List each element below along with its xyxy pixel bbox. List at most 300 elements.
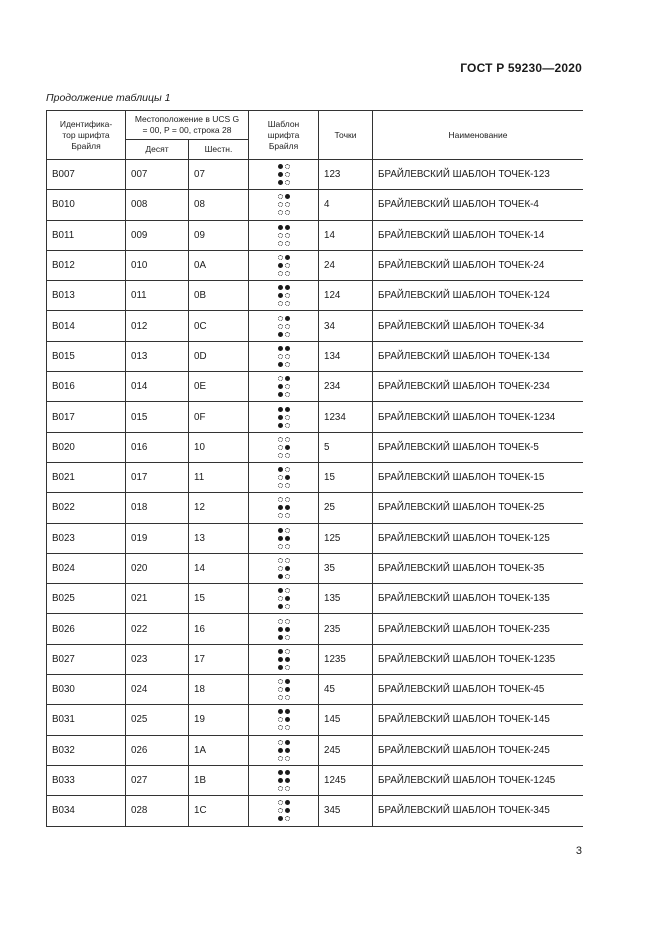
cell-name: БРАЙЛЕВСКИЙ ШАБЛОН ТОЧЕК-34 <box>373 311 583 341</box>
cell-pattern <box>249 372 319 402</box>
cell-name: БРАЙЛЕВСКИЙ ШАБЛОН ТОЧЕК-24 <box>373 250 583 280</box>
cell-dots: 123 <box>319 160 373 190</box>
cell-hex: 0C <box>189 311 249 341</box>
braille-dot-4 <box>285 194 290 199</box>
cell-name: БРАЙЛЕВСКИЙ ШАБЛОН ТОЧЕК-15 <box>373 462 583 492</box>
header-pattern: Шаблон шрифта Брайля <box>249 111 319 160</box>
braille-dot-5 <box>285 324 290 329</box>
cell-hex: 0F <box>189 402 249 432</box>
braille-dot-1 <box>278 467 283 472</box>
braille-dot-5 <box>285 354 290 359</box>
braille-dot-5 <box>285 657 290 662</box>
braille-dot-3 <box>278 574 283 579</box>
braille-dot-5 <box>285 384 290 389</box>
table-row <box>47 281 584 311</box>
page-number: 3 <box>575 845 582 857</box>
cell-pattern <box>249 493 319 523</box>
braille-cell-icon <box>278 285 290 306</box>
cell-pattern <box>249 341 319 371</box>
cell-dots: 234 <box>319 372 373 402</box>
braille-dot-3 <box>278 453 283 458</box>
braille-dot-5 <box>285 808 290 813</box>
cell-decimal: 013 <box>126 341 189 371</box>
cell-hex: 11 <box>189 462 249 492</box>
table-row <box>47 372 584 402</box>
braille-dot-2 <box>278 354 283 359</box>
cell-id: B033 <box>47 765 126 795</box>
braille-cell-icon <box>278 346 290 367</box>
braille-dot-4 <box>285 316 290 321</box>
cell-hex: 1B <box>189 765 249 795</box>
cell-hex: 17 <box>189 644 249 674</box>
table-row <box>47 432 584 462</box>
braille-dot-4 <box>285 770 290 775</box>
table-row <box>47 493 584 523</box>
braille-cell-icon <box>278 740 290 761</box>
braille-dot-1 <box>278 437 283 442</box>
cell-pattern <box>249 523 319 553</box>
braille-dot-1 <box>278 800 283 805</box>
braille-dot-1 <box>278 588 283 593</box>
cell-dots: 35 <box>319 553 373 583</box>
braille-dot-3 <box>278 786 283 791</box>
cell-pattern <box>249 160 319 190</box>
table-row <box>47 462 584 492</box>
cell-hex: 1C <box>189 796 249 826</box>
braille-cell-icon <box>278 467 290 488</box>
braille-cell-icon <box>278 437 290 458</box>
braille-dot-3 <box>278 392 283 397</box>
braille-dot-6 <box>285 816 290 821</box>
braille-dot-4 <box>285 619 290 624</box>
cell-dots: 1235 <box>319 644 373 674</box>
braille-dot-3 <box>278 271 283 276</box>
braille-dot-1 <box>278 709 283 714</box>
header-decimal: Десят <box>126 140 189 160</box>
cell-id: B034 <box>47 796 126 826</box>
cell-pattern <box>249 462 319 492</box>
cell-hex: 10 <box>189 432 249 462</box>
cell-dots: 125 <box>319 523 373 553</box>
cell-hex: 19 <box>189 705 249 735</box>
cell-name: БРАЙЛЕВСКИЙ ШАБЛОН ТОЧЕК-1234 <box>373 402 583 432</box>
braille-dot-6 <box>285 695 290 700</box>
cell-dots: 24 <box>319 250 373 280</box>
braille-cell-icon <box>278 164 290 185</box>
braille-dot-1 <box>278 346 283 351</box>
cell-id: B012 <box>47 250 126 280</box>
braille-dot-2 <box>278 687 283 692</box>
braille-dot-3 <box>278 210 283 215</box>
cell-id: B025 <box>47 584 126 614</box>
braille-dot-2 <box>278 384 283 389</box>
cell-decimal: 007 <box>126 160 189 190</box>
braille-dot-2 <box>278 172 283 177</box>
header-name: Наименование <box>373 111 583 160</box>
braille-table-container <box>46 110 583 838</box>
cell-decimal: 027 <box>126 765 189 795</box>
cell-dots: 145 <box>319 705 373 735</box>
braille-dot-2 <box>278 324 283 329</box>
braille-cell-icon <box>278 194 290 215</box>
table-row <box>47 796 584 826</box>
cell-dots: 135 <box>319 584 373 614</box>
table-row <box>47 675 584 705</box>
braille-dot-1 <box>278 770 283 775</box>
cell-dots: 14 <box>319 220 373 250</box>
braille-dot-2 <box>278 657 283 662</box>
cell-pattern <box>249 281 319 311</box>
cell-name: БРАЙЛЕВСКИЙ ШАБЛОН ТОЧЕК-5 <box>373 432 583 462</box>
braille-dot-5 <box>285 293 290 298</box>
table-row <box>47 402 584 432</box>
cell-name: БРАЙЛЕВСКИЙ ШАБЛОН ТОЧЕК-1235 <box>373 644 583 674</box>
cell-hex: 14 <box>189 553 249 583</box>
braille-dot-2 <box>278 596 283 601</box>
cell-dots: 245 <box>319 735 373 765</box>
braille-dot-5 <box>285 627 290 632</box>
cell-name: БРАЙЛЕВСКИЙ ШАБЛОН ТОЧЕК-14 <box>373 220 583 250</box>
braille-dot-4 <box>285 709 290 714</box>
cell-pattern <box>249 190 319 220</box>
cell-pattern <box>249 220 319 250</box>
cell-pattern <box>249 311 319 341</box>
braille-dot-5 <box>285 717 290 722</box>
table-row <box>47 765 584 795</box>
cell-hex: 0A <box>189 250 249 280</box>
cell-decimal: 019 <box>126 523 189 553</box>
braille-dot-6 <box>285 604 290 609</box>
standard-code: ГОСТ Р 59230—2020 <box>460 61 582 75</box>
braille-dot-1 <box>278 194 283 199</box>
braille-dot-1 <box>278 376 283 381</box>
cell-decimal: 026 <box>126 735 189 765</box>
table-row <box>47 190 584 220</box>
braille-dot-6 <box>285 180 290 185</box>
braille-cell-icon <box>278 528 290 549</box>
cell-id: B011 <box>47 220 126 250</box>
table-row <box>47 614 584 644</box>
braille-dot-4 <box>285 437 290 442</box>
braille-dot-6 <box>285 423 290 428</box>
cell-name: БРАЙЛЕВСКИЙ ШАБЛОН ТОЧЕК-235 <box>373 614 583 644</box>
cell-pattern <box>249 584 319 614</box>
cell-name: БРАЙЛЕВСКИЙ ШАБЛОН ТОЧЕК-345 <box>373 796 583 826</box>
table-row <box>47 553 584 583</box>
braille-dot-2 <box>278 415 283 420</box>
braille-dot-4 <box>285 467 290 472</box>
cell-dots: 235 <box>319 614 373 644</box>
braille-dot-2 <box>278 475 283 480</box>
cell-hex: 16 <box>189 614 249 644</box>
braille-dot-3 <box>278 544 283 549</box>
cell-decimal: 008 <box>126 190 189 220</box>
braille-dot-2 <box>278 748 283 753</box>
braille-dot-6 <box>285 786 290 791</box>
braille-cell-icon <box>278 376 290 397</box>
braille-dot-3 <box>278 362 283 367</box>
cell-dots: 15 <box>319 462 373 492</box>
braille-dot-3 <box>278 665 283 670</box>
braille-dot-5 <box>285 596 290 601</box>
table-row <box>47 735 584 765</box>
braille-dot-2 <box>278 445 283 450</box>
cell-decimal: 014 <box>126 372 189 402</box>
braille-dot-1 <box>278 164 283 169</box>
braille-cell-icon <box>278 558 290 579</box>
cell-pattern <box>249 675 319 705</box>
braille-dot-1 <box>278 285 283 290</box>
braille-cell-icon <box>278 255 290 276</box>
braille-cell-icon <box>278 497 290 518</box>
cell-name: БРАЙЛЕВСКИЙ ШАБЛОН ТОЧЕК-134 <box>373 341 583 371</box>
braille-dot-2 <box>278 233 283 238</box>
cell-hex: 09 <box>189 220 249 250</box>
cell-dots: 345 <box>319 796 373 826</box>
braille-dot-5 <box>285 505 290 510</box>
braille-dot-1 <box>278 740 283 745</box>
table-row <box>47 341 584 371</box>
cell-name: БРАЙЛЕВСКИЙ ШАБЛОН ТОЧЕК-4 <box>373 190 583 220</box>
braille-dot-5 <box>285 263 290 268</box>
table-row <box>47 523 584 553</box>
braille-dot-1 <box>278 649 283 654</box>
braille-dot-6 <box>285 362 290 367</box>
cell-id: B021 <box>47 462 126 492</box>
braille-dot-6 <box>285 210 290 215</box>
cell-name: БРАЙЛЕВСКИЙ ШАБЛОН ТОЧЕК-125 <box>373 523 583 553</box>
braille-dot-6 <box>285 392 290 397</box>
cell-pattern <box>249 796 319 826</box>
braille-dot-4 <box>285 649 290 654</box>
braille-dot-2 <box>278 778 283 783</box>
cell-dots: 5 <box>319 432 373 462</box>
braille-dot-1 <box>278 255 283 260</box>
braille-dot-6 <box>285 453 290 458</box>
table-row <box>47 644 584 674</box>
braille-dot-3 <box>278 483 283 488</box>
braille-dot-4 <box>285 679 290 684</box>
braille-dot-5 <box>285 566 290 571</box>
braille-dot-4 <box>285 497 290 502</box>
table-row <box>47 584 584 614</box>
cell-decimal: 011 <box>126 281 189 311</box>
table-row <box>47 705 584 735</box>
braille-dot-6 <box>285 574 290 579</box>
cell-hex: 08 <box>189 190 249 220</box>
cell-name: БРАЙЛЕВСКИЙ ШАБЛОН ТОЧЕК-25 <box>373 493 583 523</box>
braille-dot-6 <box>285 271 290 276</box>
table-body <box>47 160 584 827</box>
cell-id: B031 <box>47 705 126 735</box>
braille-dot-4 <box>285 558 290 563</box>
braille-dot-2 <box>278 293 283 298</box>
braille-cell-icon <box>278 619 290 640</box>
braille-dot-2 <box>278 505 283 510</box>
header-location: Местоположение в UCS G = 00, P = 00, строка 28 <box>126 111 249 140</box>
braille-dot-3 <box>278 695 283 700</box>
braille-dot-2 <box>278 566 283 571</box>
cell-hex: 13 <box>189 523 249 553</box>
cell-hex: 07 <box>189 160 249 190</box>
cell-name: БРАЙЛЕВСКИЙ ШАБЛОН ТОЧЕК-45 <box>373 675 583 705</box>
braille-cell-icon <box>278 316 290 337</box>
cell-hex: 0B <box>189 281 249 311</box>
cell-id: B016 <box>47 372 126 402</box>
cell-name: БРАЙЛЕВСКИЙ ШАБЛОН ТОЧЕК-245 <box>373 735 583 765</box>
braille-dot-2 <box>278 808 283 813</box>
cell-id: B030 <box>47 675 126 705</box>
cell-dots: 4 <box>319 190 373 220</box>
cell-name: БРАЙЛЕВСКИЙ ШАБЛОН ТОЧЕК-145 <box>373 705 583 735</box>
cell-name: БРАЙЛЕВСКИЙ ШАБЛОН ТОЧЕК-234 <box>373 372 583 402</box>
cell-id: B026 <box>47 614 126 644</box>
braille-cell-icon <box>278 588 290 609</box>
cell-decimal: 016 <box>126 432 189 462</box>
braille-dot-2 <box>278 627 283 632</box>
braille-cell-icon <box>278 225 290 246</box>
braille-dot-3 <box>278 423 283 428</box>
table-row <box>47 160 584 190</box>
cell-hex: 0D <box>189 341 249 371</box>
cell-pattern <box>249 553 319 583</box>
braille-dot-3 <box>278 604 283 609</box>
braille-dot-1 <box>278 316 283 321</box>
braille-dot-6 <box>285 483 290 488</box>
header-dots: Точки <box>319 111 373 160</box>
braille-dot-5 <box>285 748 290 753</box>
braille-dot-3 <box>278 180 283 185</box>
cell-dots: 1234 <box>319 402 373 432</box>
cell-pattern <box>249 402 319 432</box>
cell-hex: 18 <box>189 675 249 705</box>
braille-dot-2 <box>278 263 283 268</box>
cell-hex: 0E <box>189 372 249 402</box>
braille-dot-5 <box>285 172 290 177</box>
cell-dots: 134 <box>319 341 373 371</box>
cell-hex: 1A <box>189 735 249 765</box>
cell-decimal: 020 <box>126 553 189 583</box>
cell-id: B015 <box>47 341 126 371</box>
cell-pattern <box>249 735 319 765</box>
cell-pattern <box>249 705 319 735</box>
braille-dot-1 <box>278 528 283 533</box>
braille-dot-4 <box>285 800 290 805</box>
braille-dot-6 <box>285 241 290 246</box>
braille-dot-5 <box>285 202 290 207</box>
braille-dot-6 <box>285 301 290 306</box>
cell-decimal: 012 <box>126 311 189 341</box>
cell-name: БРАЙЛЕВСКИЙ ШАБЛОН ТОЧЕК-135 <box>373 584 583 614</box>
table-row <box>47 311 584 341</box>
braille-dot-1 <box>278 558 283 563</box>
cell-decimal: 022 <box>126 614 189 644</box>
cell-decimal: 017 <box>126 462 189 492</box>
braille-cell-icon <box>278 407 290 428</box>
braille-dot-4 <box>285 588 290 593</box>
cell-dots: 1245 <box>319 765 373 795</box>
braille-cell-icon <box>278 800 290 821</box>
braille-dot-6 <box>285 725 290 730</box>
braille-dot-3 <box>278 332 283 337</box>
table-caption: Продолжение таблицы 1 <box>46 92 171 104</box>
braille-dot-3 <box>278 513 283 518</box>
cell-id: B024 <box>47 553 126 583</box>
cell-decimal: 015 <box>126 402 189 432</box>
braille-table <box>46 110 583 827</box>
cell-pattern <box>249 614 319 644</box>
cell-dots: 34 <box>319 311 373 341</box>
braille-cell-icon <box>278 649 290 670</box>
cell-pattern <box>249 765 319 795</box>
cell-decimal: 028 <box>126 796 189 826</box>
braille-dot-2 <box>278 536 283 541</box>
braille-dot-3 <box>278 756 283 761</box>
braille-dot-5 <box>285 475 290 480</box>
cell-pattern <box>249 250 319 280</box>
braille-dot-6 <box>285 635 290 640</box>
braille-dot-4 <box>285 528 290 533</box>
braille-dot-6 <box>285 665 290 670</box>
braille-cell-icon <box>278 709 290 730</box>
braille-dot-5 <box>285 536 290 541</box>
cell-name: БРАЙЛЕВСКИЙ ШАБЛОН ТОЧЕК-123 <box>373 160 583 190</box>
cell-dots: 45 <box>319 675 373 705</box>
header-id: Идентифика-тор шрифта Брайля <box>47 111 126 160</box>
braille-dot-1 <box>278 497 283 502</box>
cell-id: B010 <box>47 190 126 220</box>
cell-decimal: 025 <box>126 705 189 735</box>
braille-dot-4 <box>285 285 290 290</box>
cell-pattern <box>249 644 319 674</box>
table-row <box>47 220 584 250</box>
cell-id: B032 <box>47 735 126 765</box>
cell-pattern <box>249 432 319 462</box>
cell-decimal: 024 <box>126 675 189 705</box>
braille-dot-4 <box>285 255 290 260</box>
cell-name: БРАЙЛЕВСКИЙ ШАБЛОН ТОЧЕК-35 <box>373 553 583 583</box>
cell-decimal: 018 <box>126 493 189 523</box>
cell-dots: 25 <box>319 493 373 523</box>
cell-decimal: 021 <box>126 584 189 614</box>
braille-dot-3 <box>278 725 283 730</box>
cell-name: БРАЙЛЕВСКИЙ ШАБЛОН ТОЧЕК-124 <box>373 281 583 311</box>
braille-dot-5 <box>285 445 290 450</box>
cell-id: B014 <box>47 311 126 341</box>
cell-id: B013 <box>47 281 126 311</box>
braille-dot-4 <box>285 346 290 351</box>
braille-dot-1 <box>278 407 283 412</box>
cell-id: B017 <box>47 402 126 432</box>
table-row <box>47 250 584 280</box>
braille-dot-1 <box>278 225 283 230</box>
cell-hex: 15 <box>189 584 249 614</box>
braille-dot-4 <box>285 407 290 412</box>
braille-dot-2 <box>278 202 283 207</box>
braille-dot-1 <box>278 619 283 624</box>
braille-cell-icon <box>278 679 290 700</box>
braille-dot-4 <box>285 376 290 381</box>
braille-dot-3 <box>278 241 283 246</box>
braille-dot-6 <box>285 513 290 518</box>
braille-dot-6 <box>285 332 290 337</box>
cell-dots: 124 <box>319 281 373 311</box>
braille-dot-5 <box>285 687 290 692</box>
cell-id: B023 <box>47 523 126 553</box>
cell-id: B020 <box>47 432 126 462</box>
braille-cell-icon <box>278 770 290 791</box>
braille-dot-2 <box>278 717 283 722</box>
